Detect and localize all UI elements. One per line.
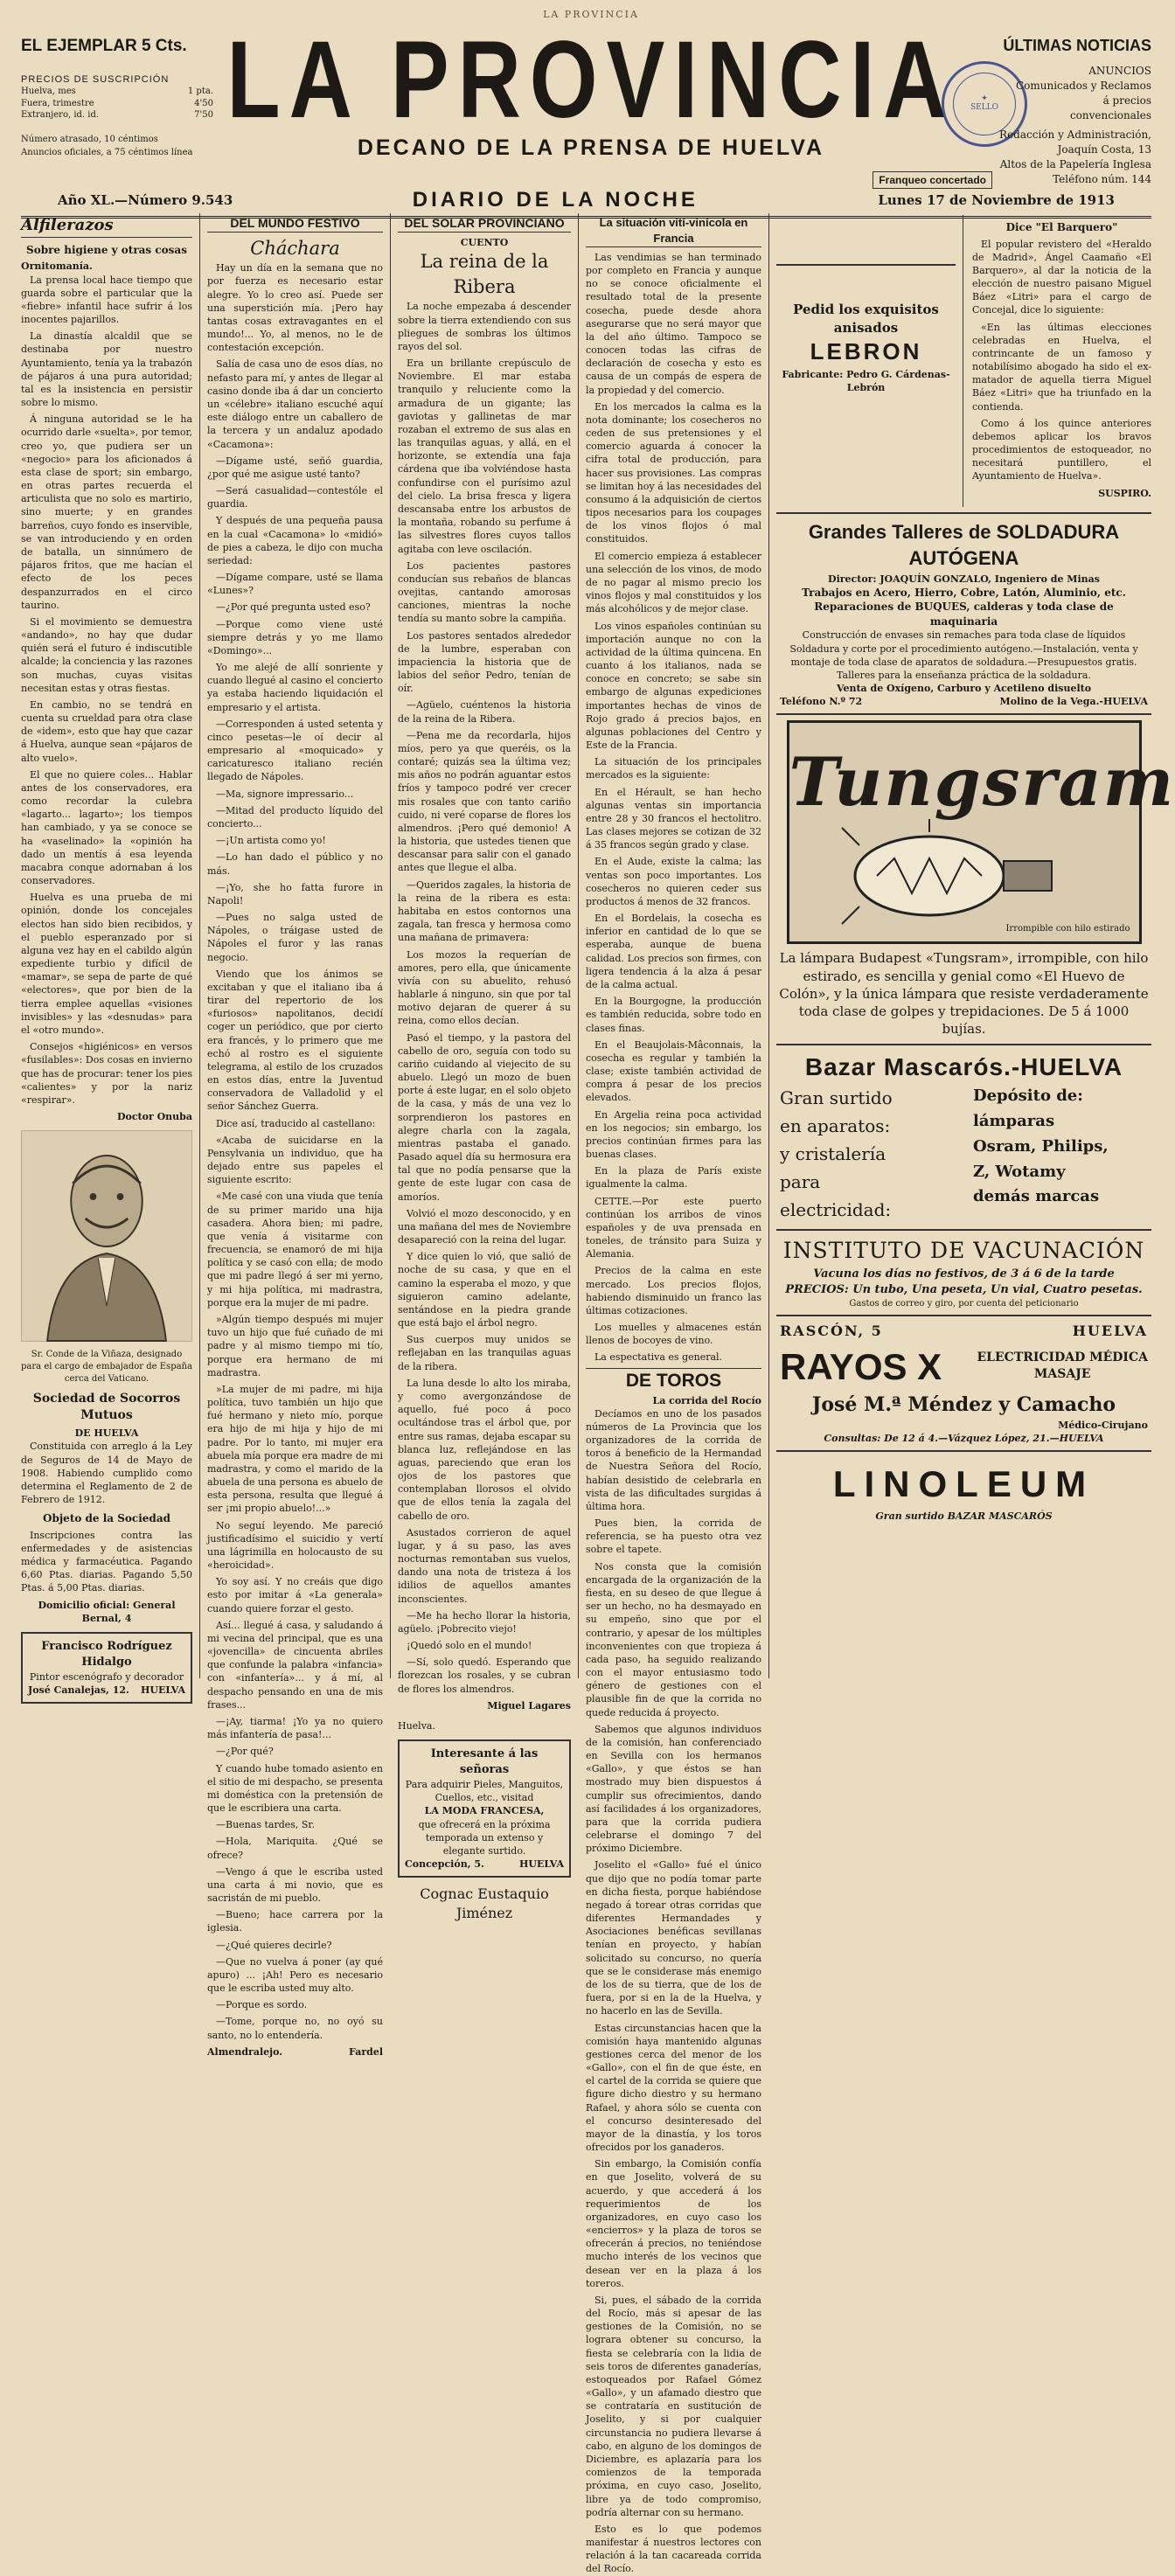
tungsram-ad-image bbox=[787, 720, 1175, 944]
talleres-location: Molino de la Vega.-HUELVA bbox=[999, 696, 1148, 708]
vitivinicola-paragraph: En la Bourgogne, la producción es también reducida, sobre todo en clases finas. bbox=[586, 996, 761, 1034]
rate-row bbox=[21, 86, 213, 98]
subscription-heading: PRECIOS DE SUSCRIPCIÓN bbox=[21, 73, 170, 85]
chachara-paragraph: —Dígame usté, señó guardia, ¿por qué me asigue usté tanto? bbox=[207, 455, 383, 480]
rate-label: Fuera, trimestre bbox=[21, 98, 94, 108]
chachara-paragraph: —Buenas tardes, Sr. bbox=[216, 1819, 315, 1831]
ads-info-line: á precios bbox=[1102, 94, 1151, 107]
chachara-signature: Fardel bbox=[349, 2045, 383, 2058]
talleres-text-3: Soldadura y corte por el procedimiento autógeno.—Instalación, venta y montaje de toda clase de aparatos de soldadura.—Presupuestos gratis. bbox=[789, 642, 1138, 668]
moda-address: Concepción, 5. bbox=[405, 1858, 484, 1871]
chachara-paragraph: »La mujer de mi padre, mi hija política, tuvo también un hijo que fué hermano y nieto mío, porque era hijo de mi hija y hijo de mi padre. Por lo tanto, mi mujer era abuela mía porque era madre de mi madrastra, y como el marido de la abuela de una persona es abuelo de esta persona, resulta que llegué á ser ¡mi propio abuelo!...» bbox=[207, 1383, 383, 1515]
vitivinicola-paragraph: El comercio empieza á establecer una selección de los vinos, de modo de no pagar al mismo precio los vinos flojos y mal constituidos y los más alcohólicos y de mejor clase. bbox=[586, 550, 761, 615]
vitivinicola-paragraph: La situación de los principales mercados es la siguiente: bbox=[586, 756, 761, 781]
instituto-title: INSTITUTO DE VACUNACIÓN bbox=[782, 1238, 1145, 1264]
reina-paragraph: Los pacientes pastores conducían sus rebaños de blancas ovejitas, cantando amorosas canciones, mientras la noche tendía su manto sobre la campiña. bbox=[398, 559, 571, 625]
masthead-left bbox=[21, 35, 213, 159]
reina-paragraph: La luna desde lo alto los miraba, y como avergonzándose de aquello, fué poco á poco ocultándose tras el árbol que, por entre sus ramas, dejaba escapar su blanca luz, reflejándose en las aguas, pareciendo que eran los ojos de los pastores que contemplaban llorosos el olvido que de ellos tenía la zagala del cabello de oro. bbox=[398, 1377, 571, 1522]
moda-title: Interesante á las señoras bbox=[430, 1747, 539, 1777]
masthead-center bbox=[215, 9, 967, 161]
admin-line: Teléfono núm. 144 bbox=[1053, 172, 1151, 185]
chachara-paragraph: —Lo han dado el público y no más. bbox=[207, 851, 383, 877]
reina-title: La reina de la Ribera bbox=[420, 251, 549, 298]
barquero-article bbox=[972, 215, 1151, 507]
doctor-name: José M.ª Méndez y Camacho bbox=[811, 1393, 1116, 1417]
portrait-engraving-icon bbox=[22, 1131, 191, 1341]
chachara-paragraph: —¿Por qué pregunta usted eso? bbox=[216, 601, 371, 614]
reina-paragraph: La noche empezaba á descender sobre la tierra extendiendo con sus pliegues de sombras los últimos rayos del sol. bbox=[398, 301, 571, 352]
rate-label: Extranjero, id. id. bbox=[21, 110, 100, 121]
reina-paragraph: —Pena me da recordarla, hijos míos, pero ya que queréis, os la contaré; quizás sea la última vez; mis años no podrán aguantar estos fríos y tampoco podré ver crecer mis rosales que con tanto cariño cuido, ni veré coparse de flores los almendros. ¡Pero qué demonio! A la historia, que ustedes tienen que descansar para salir con el ganado antes que llegue el alba. bbox=[398, 729, 571, 874]
barquero-signature: SUSPIRO. bbox=[1098, 487, 1151, 499]
moda-shop: LA MODA FRANCESA, bbox=[424, 1805, 545, 1817]
chachara-title: Cháchara bbox=[250, 238, 340, 260]
alfilerazos-signature: Doctor Onuba bbox=[116, 1111, 192, 1123]
tailor-role: Pintor escenógrafo y decorador bbox=[29, 1670, 184, 1683]
chachara-paragraph: —Corresponden á usted setenta y cinco pesetas—le oí decir al empresario al «moquicado» y caricaturesco italiano recién llegado de Nápoles. bbox=[207, 718, 383, 783]
soldadura-ad bbox=[776, 512, 1151, 716]
vitivinicola-paragraph: En el Aude, existe la calma; las ventas son poco importantes. Los cosecheros no quieren ceder sus productos á menos de 32 francos. bbox=[586, 856, 761, 907]
chachara-paragraph: Yo me alejé de allí sonriente y cuando llegué al casino el concierto ya estaba haciendo liquidación el empresario y el artista. bbox=[207, 662, 383, 713]
cuento-kicker: CUENTO bbox=[460, 237, 509, 249]
chachara-place: Almendralejo. bbox=[207, 2045, 283, 2058]
reina-paragraph: ¡Quedó solo en el mundo! bbox=[407, 1640, 532, 1652]
vitivinicola-paragraph: En Argelia reina poca actividad en los negocios; sin embargo, los precios continúan firmes para las buenas clases. bbox=[586, 1108, 761, 1161]
toros-title: DE TOROS bbox=[586, 1368, 761, 1394]
masaje-label: MASAJE bbox=[1033, 1367, 1091, 1382]
vitivinicola-paragraph: Los muelles y almacenes están llenos de bocoyes de vino. bbox=[586, 1322, 761, 1347]
bazar-right-item: Osram, Philips, bbox=[973, 1136, 1109, 1156]
toros-body bbox=[586, 1407, 761, 2576]
reina-paragraph: —Me ha hecho llorar la historia, agüelo. ¡Pobrecito viejo! bbox=[398, 1609, 571, 1635]
tailor-ad bbox=[21, 1632, 192, 1704]
society-city: DE HUELVA bbox=[74, 1427, 139, 1440]
vitivinicola-paragraph: En el Bordelais, la cosecha es inferior en cantidad de lo que se esperaba, aunque de buena calidad. Los precios son firmes, con ligera tendencia á la alza á pesar de la calma actual. bbox=[586, 913, 761, 990]
bazar-right-item: Z, Wotamy bbox=[973, 1162, 1066, 1181]
paper-title: LA PROVINCIA bbox=[226, 18, 956, 142]
chachara-paragraph: —Vengo á que le escriba usted una carta á mi novio, que es sacristán de mi pueblo. bbox=[207, 1865, 383, 1905]
admin-line: Redacción y Administración, bbox=[999, 128, 1151, 142]
barquero-heading: Dice "El Barquero" bbox=[1005, 221, 1118, 233]
chachara-paragraph: —Bueno; hace carrera por la iglesia. bbox=[207, 1909, 383, 1934]
lebron-area bbox=[776, 215, 963, 507]
chachara-paragraph: Salía de casa uno de esos días, no nefasto para mí, y antes de llegar al casino donde iba á dar un concierto un «célebre» italiano escuché aquí este diálogo entre un caballero de la tercera y un andaluz apodado «Cacamona»: bbox=[207, 358, 383, 450]
alfilerazos-body bbox=[21, 274, 192, 1107]
toros-paragraph: Nos consta que la comisión encargada de la organización de la fiesta, en su deseo de que llegue á ser un hecho, no ha desmayado en su empeño, sino que por el contrario, y apesar de los múltiples inconvenientes con que tropieza á cada paso, ha seguido realizando con el mayor entusiasmo todo género de gestiones con el plausible fin de que la corrida no quede reducida á proyecto. bbox=[586, 1560, 761, 1718]
tungsram-text: La lámpara Budapest «Tungsram», irrompible, con hilo estirado, es sencilla y genial como «El Huevo de Colón», y la única lámpara que resiste verdaderamente toda clase de golpes y trepidaciones. De 5 á 1000 bujías. bbox=[776, 949, 1151, 1045]
tailor-address: José Canalejas, 12. bbox=[28, 1684, 129, 1697]
reina-paragraph: Era un brillante crepúsculo de Noviembre. El mar estaba tranquilo y reluciente como la armadura de un gigante; las gaviotas y gallinetas de mar rozaban el extremo de sus alas en las tranquilas aguas, y allá, en el horizonte, se extendía una faja cárdena que iba volviéndose hasta confundirse con el purísimo azul del cielo. La brisa fresca y ligera descansaba entre los arbustos de la montaña, robando su perfume á las silvestres flores cuyos tallos agitaba con leve oscilación. bbox=[398, 358, 571, 555]
column-4 bbox=[579, 213, 769, 2575]
back-issue-note: Número atrasado, 10 céntimos bbox=[21, 134, 158, 144]
alfilerazos-paragraph: Si el movimiento se demuestra «andando», no hay que dudar quién será el futuro é indiscutible alcalde; la conciencia y las razones son muchas, cuyas visitas necesitan estas y otras fiestas. bbox=[21, 615, 192, 694]
rayos-x-ad bbox=[776, 1316, 1151, 1452]
reina-signature: Miguel Lagares bbox=[487, 1699, 571, 1712]
toros-paragraph: Joselito el «Gallo» fué el único que dijo que no podía tomar parte en dicha fiesta, porque habiéndose negado á torear otras corridas que diferentes Hermandades y Asociaciones benéficas sevillanas tenían en proyecto, y habían solicitado su concurso, no quería que se le considerase más enemigo de los de su tierra, que de los de fuera, por si en la de la Huelva, y no hacerlo en las de Sevilla. bbox=[586, 1859, 761, 2017]
ads-info-line: Comunicados y Reclamos bbox=[1015, 79, 1151, 92]
alfilerazos-paragraph: Á ninguna autoridad se le ha ocurrido darle «suelta», por temor, creo yo, que pudiera ser un «negocio» para los aficionados á esta clase de sport; sin embargo, en otras partes recuerda el articulista que no solo es martirio, sino muerte; y en grandes barreños, cuyo fondo es inservible, se van introduciendo y en orden de batalla, un sinnúmero de pájaros fritos, que me hacían el efecto de los peces despanzurrados en el circo taurino. bbox=[21, 413, 192, 611]
edition-label: DIARIO DE LA NOCHE bbox=[412, 188, 699, 212]
vitivinicola-paragraph: Los vinos españoles continúan su importación aunque no con la actividad de la última quincena. En cuanto á los italianos, nada se conoce en concreto; se sabe sin embargo de algunas expediciones importantes hechas de vinos de Rojo grado á precios bajos, en algunas poblaciones del Centro y Este de la Francia. bbox=[586, 620, 761, 752]
portrait-caption: Sr. Conde de la Viñaza, designado para el cargo de embajador de España cerca del Vaticano. bbox=[21, 1350, 192, 1384]
franqueo-box: Franqueo concertado bbox=[873, 171, 992, 189]
linoleum-title: LINOLEUM bbox=[832, 1463, 1095, 1505]
doctor-hours: Consultas: De 12 á 4.—Vázquez López, 21.—HUELVA bbox=[824, 1432, 1104, 1444]
barquero-paragraph: El popular revistero del «Heraldo de Madrid», Ángel Caamaño «El Barquero», al dar la noticia de la elección de nuestro paisano Miguel Báez «Litri» para el cargo de Concejal, dice lo siguiente: bbox=[972, 238, 1151, 316]
talleres-phone: Teléfono N.º 72 bbox=[780, 696, 863, 708]
reina-paragraph: —Sí, solo quedó. Esperando que florezcan los rosales, y se cubran de flores los almendros. bbox=[398, 1656, 571, 1695]
lebron-maker: Fabricante: Pedro G. Cárdenas-Lebrón bbox=[782, 369, 950, 394]
alfilerazos-paragraph: La dinastía alcaldil que se destinaba por nuestro Ayuntamiento, tenía ya la trabazón de pájaros á una pura autoridad; tal es la insistencia en persistir sobre lo mismo. bbox=[21, 330, 192, 409]
rayos-city: HUELVA bbox=[1072, 1323, 1148, 1340]
chachara-paragraph: Viendo que los ánimos se excitaban y que el italiano iba á tirar del repertorio de los «furiosos» napolitanos, decidí coger un periódico, que por cierto era francés, y lo primero que me echó al rostro es el siguiente telegrama, al estilo de los cruzados en estos días, entre la Juventud conservadora de Valladolid y el señor Sánchez Guerra. bbox=[207, 968, 383, 1113]
ads-info-line: convencionales bbox=[1069, 108, 1151, 122]
chachara-paragraph: —Ma, signore impressario... bbox=[216, 788, 354, 800]
chachara-paragraph: Y cuando hube tomado asiento en el sitio de mi despacho, se presenta mi doméstica con la pretensión de que le escribiera una carta. bbox=[207, 1762, 383, 1815]
bazar-right-item: demás marcas bbox=[973, 1187, 1100, 1206]
vacuna-prices: PRECIOS: Un tubo, Una peseta, Un vial, Cuatro pesetas. bbox=[785, 1282, 1143, 1296]
chachara-paragraph: —Dígame compare, usté se llama «Lunes»? bbox=[207, 572, 383, 597]
solar-provinciano-section: DEL SOLAR PROVINCIANO bbox=[398, 215, 571, 233]
alfilerazos-lead: Ornitomanía. bbox=[21, 260, 93, 273]
bazar-left-list bbox=[780, 1084, 972, 1224]
reina-body bbox=[398, 300, 571, 1695]
vitivinicola-paragraph: En el Hérault, se han hecho algunas ventas sin importancia entre 28 y 30 francos el hectolitro. Las clases mejores se cotizan de 32 á 35 francos según grado y clase. bbox=[586, 786, 761, 851]
ads-info-line: ANUNCIOS bbox=[1088, 65, 1151, 78]
chachara-paragraph: —Será casualidad—contestóle el guardia. bbox=[207, 485, 383, 510]
toros-paragraph: Pues bien, la corrida de referencia, se ha puesto otra vez sobre el tapete. bbox=[586, 1517, 761, 1556]
column-5 bbox=[769, 213, 1175, 1678]
masthead bbox=[14, 9, 1158, 212]
subscription-rates bbox=[21, 86, 213, 122]
vitivinicola-paragraph: En los mercados la calma es la nota dominante; los cosecheros no ceden de sus pretensiones y el comercio aguarda á conocer la cifra total de producción, para hacer sus provisiones. Las compras se limitan hoy á las necesidades del consumo á la adquisición de ciertos tipos necesarios para los coupages de los vinos flojos ó mal constituidos. bbox=[586, 400, 761, 545]
bazar-title: Bazar Mascarós.-HUELVA bbox=[804, 1052, 1123, 1080]
portrait-image bbox=[21, 1130, 192, 1342]
reina-paragraph: Y dice quien lo vió, que salió de noche de su casa, y que en el camino la esperaba el mozo, y que siguieron camino adelante, sentándose en la piedra grande que está bajo el árbol negro. bbox=[398, 1251, 571, 1330]
object-text: Inscripciones contra las enfermedades y de asistencias médica y farmacéutica. Pagando 6,60 Ptas. diarias. Pagando 5,50 Ptas. á 5,00 Ptas. diarias. bbox=[21, 1529, 192, 1594]
toros-paragraph: Esto es lo que podemos manifestar á nuestros lectores con relación á la tan cacareada corrida del Rocío. bbox=[586, 2523, 761, 2575]
chachara-paragraph: —Mitad del producto líquido del concierto... bbox=[207, 804, 383, 830]
chachara-paragraph: No seguí leyendo. Me pareció justificadísimo el suicidio y vertí una lágrimilla en holocausto de su «heroicidad». bbox=[207, 1519, 383, 1572]
toros-paragraph: Sin embargo, la Comisión confía en que Joselito, volverá de su acuerdo, y que accederá á los requerimientos de los organizadores, en cuyo caso los «encierros» y la plaza de toros se ofrecerán á precios, no teniéndose mucho interés de los vecinos que desean ver en la plaza á los toreros. bbox=[586, 2158, 761, 2289]
vacuna-hours: Vacuna los días no festivos, de 3 á 6 de la tarde bbox=[813, 1267, 1115, 1281]
rayos-address: RASCÓN, 5 bbox=[780, 1323, 883, 1340]
issue-price: EL EJEMPLAR 5 Cts. bbox=[21, 37, 187, 55]
chachara-paragraph: —¡Ay, tiarma! ¡Yo ya no quiero más infantería de pasa!... bbox=[207, 1715, 383, 1741]
talleres-director: Director: JOAQUÍN GONZALO, Ingeniero de Minas bbox=[828, 573, 1100, 585]
chachara-paragraph: —Tome, porque no, no oyó su santo, no lo entendería. bbox=[207, 2016, 383, 2041]
chachara-paragraph: —Porque es sordo. bbox=[216, 1999, 308, 2011]
object-heading: Objeto de la Sociedad bbox=[43, 1512, 170, 1525]
reina-paragraph: Pasó el tiempo, y la pastora del cabello de oro, seguía con todo su cariño cuidando al viejecito de su abuelo. Llegó un mozo de buen porte á este lugar, en el solo objeto de la casa, y más de una vez lo sorprendieron los pastores en alegre charla con la zagala, mientras pastaba el ganado. Pasado aquel día su hermosura era tal que no podía pensarse que la gente de este lugar con casa de amoríos. bbox=[398, 1031, 571, 1203]
vitivinicola-paragraph: La espectativa es general. bbox=[594, 1351, 723, 1364]
rayos-title: RAYOS X bbox=[780, 1345, 942, 1387]
admin-info bbox=[959, 128, 1151, 186]
vitivinicola-paragraph: En el Beaujolais-Mâconnais, la cosecha es regular y también la clase; existe también actividad de compra á pesar de los precios elevados. bbox=[586, 1038, 761, 1104]
barquero-body bbox=[972, 238, 1151, 483]
issue-bar bbox=[14, 188, 1158, 212]
bazar-left-item: en aparatos: bbox=[780, 1115, 891, 1137]
barquero-paragraph: Como á los quince anteriores debemos aplicar los bravos procedimientos de estoqueador, no necesitará puntillero, el Ayuntamiento de Huelva». bbox=[972, 417, 1151, 483]
alfilerazos-paragraph: Consejos «higiénicos» en versos «fusilables»: Dos cosas en invierno que has de procurar: tener los pies «calientes» y por la nariz «respirar». bbox=[21, 1041, 192, 1106]
chachara-paragraph: Y después de una pequeña pausa en la cual «Cacamona» lo «midió» de pies a cabeza, le dijo con mucha seriedad: bbox=[207, 515, 383, 566]
moda-text-2: que ofrecerá en la próxima temporada un extenso y elegante surtido. bbox=[418, 1818, 551, 1857]
rate-row bbox=[21, 109, 213, 122]
talleres-text: Trabajos en Acero, Hierro, Cobre, Latón, Aluminio, etc. Reparaciones de BUQUES, calderas y toda clase de maquinaria bbox=[802, 586, 1126, 628]
year-number: Año XL.—Número 9.543 bbox=[58, 192, 233, 208]
ads-info bbox=[959, 64, 1151, 122]
latest-news-label: ÚLTIMAS NOTICIAS bbox=[1003, 37, 1151, 54]
alfilerazos-paragraph: La prensa local hace tiempo que guarda sobre el particular que la «fiebre» infantil hace sufrir á los inocentes pajarillos. bbox=[21, 274, 192, 326]
talleres-text-2: Construcción de envases sin remaches para toda clase de líquidos bbox=[802, 629, 1126, 642]
chachara-paragraph: —¿Qué quieres decirle? bbox=[216, 1939, 332, 1951]
lebron-pre: Pedid los exquisitos anisados bbox=[793, 302, 939, 336]
talleres-title: Grandes Talleres de SOLDADURA AUTÓGENA bbox=[808, 520, 1120, 570]
alfilerazos-title: Alfilerazos bbox=[21, 215, 192, 238]
chachara-paragraph: —¿Por qué? bbox=[216, 1746, 274, 1758]
library-stamp-icon: ✦ SELLO bbox=[942, 61, 1027, 147]
bazar-right-list bbox=[973, 1084, 1148, 1210]
bazar-ad bbox=[776, 1045, 1151, 1232]
chachara-paragraph: Hay un día en la semana que no por fuerza es necesario estar alegre. Yo lo creo así. Puede ser una superstición mía. ¡Pero hay tantas cosas extravagantes en el mundo!... Yo, al menos, no le de contestación excepción. bbox=[207, 262, 383, 354]
toros-paragraph: Si, pues, el sábado de la corrida del Rocío, más si apesar de las gestiones de la Comisión, no se lograra obtener su concurso, la fiesta se celebraría con la lidia de seis toros de diferentes ganaderías, estoqueados por Rafael Gómez «Gallo», y un afamado diestro que se contrataría en sustitución de Joselito, y si por cualquier circunstancia no pudiera llevarse á cabo, en alguno de los domingos de Diciembre, es aplazaría para los comienzos de la temporada próxima, en cuyo caso, Joselito, libre ya de todo compromiso, podría alternar con su hermano. bbox=[586, 2294, 761, 2518]
chachara-paragraph: —Pues no salga usted de Nápoles, o tráigase usted de Nápoles el furor y las ranas negocio. bbox=[207, 912, 383, 963]
cognac-ad: Cognac Eustaquio Jiménez bbox=[420, 1885, 549, 1922]
vitivinicola-body bbox=[586, 251, 761, 1364]
rate-value: 4'50 bbox=[194, 98, 213, 108]
doctor-role: Médico-Cirujano bbox=[1058, 1419, 1148, 1431]
society-text: Constituida con arreglo á la Ley de Seguros de 14 de Mayo de 1908. Habiendo cumplido como determina el Reglamento de 2 de Febrero de 1912. bbox=[21, 1441, 192, 1506]
moda-city: HUELVA bbox=[518, 1858, 564, 1871]
chachara-paragraph: «Me casé con una viuda que tenía de su primer marido una hija casadera. Ahora bien; mi padre, que venía á visitarme con frecuencia, se enamoró de mi hija política y se casó con ella; de modo que mi padre llegó á ser mi yerno, y mi hija política, mi madrastra, porque era la mujer de mi padre. bbox=[207, 1191, 383, 1309]
vitivinicola-paragraph: Precios de la calma en este mercado. Los precios flojos, habiendo disminuido un franco las últimas cotizaciones. bbox=[586, 1265, 761, 1316]
vitivinicola-title: La situación vití-vinícola en Francia bbox=[586, 215, 761, 247]
chachara-paragraph: Dice así, traducido al castellano: bbox=[216, 1117, 376, 1129]
alfilerazos-paragraph: Huelva es una prueba de mi opinión, donde los concejales electos han sido bien recibidos, y el pueblo esperanzado por si alguna vez hay en el cabildo algún expediente turbio y difícil de «mamar», se sepa de parte de qué «electores», que por bien de la tierra emplee aquellas «visiones invisibles» y las «desnudas» para el «otro mundo». bbox=[21, 892, 192, 1036]
society-address: Domicilio oficial: General Bernal, 4 bbox=[38, 1599, 176, 1624]
alfilerazos-paragraph: En cambio, no se tendrá en cuenta su crueldad para otra clase de «idem», esto que hay que cazar á Huelva, aunque sean «pájaros de alto vuelo». bbox=[21, 698, 192, 764]
column-1 bbox=[14, 213, 200, 1697]
light-bulb-icon bbox=[824, 819, 1104, 933]
vacuna-postage: Gastos de correo y giro, por cuenta del peticionario bbox=[849, 1298, 1079, 1309]
reina-paragraph: —Agüelo, cuéntenos la historia de la reina de la Ribera. bbox=[398, 699, 571, 725]
chachara-paragraph: «Acaba de suicidarse en la Pensylvania un individuo, que ha dejado entre sus papeles el siguiente escrito: bbox=[207, 1134, 383, 1186]
vitivinicola-paragraph: CETTE.—Por este puerto continúan los arribos de vinos españoles y de uva prensada en toneles, de tránsito para Suiza y Alemania. bbox=[586, 1195, 761, 1260]
chachara-paragraph: »Algún tiempo después mi mujer tuvo un hijo que fué cuñado de mi padre y al mismo tiempo mi tío, porque era hermano de mi madrastra. bbox=[207, 1314, 383, 1378]
top-strip: LA PROVINCIA bbox=[543, 9, 639, 20]
reina-paragraph: Sus cuerpos muy unidos se reflejaban en las tranquilas aguas de la ribera. bbox=[398, 1334, 571, 1372]
empty-box bbox=[776, 215, 956, 266]
rate-label: Huelva, mes bbox=[21, 87, 76, 97]
tagline: DECANO DE LA PRENSA DE HUELVA bbox=[357, 135, 825, 160]
bazar-left-item: electricidad: bbox=[780, 1199, 892, 1221]
rate-value: 1 pta. bbox=[187, 87, 213, 97]
chachara-paragraph: —Hola, Mariquita. ¿Qué se ofrece? bbox=[207, 1836, 383, 1861]
oxigeno-line: Venta de Oxígeno, Carburo y Acetileno disuelto bbox=[836, 683, 1092, 695]
tailor-city: HUELVA bbox=[140, 1684, 185, 1697]
column-2 bbox=[200, 213, 391, 2058]
chachara-paragraph: —Porque como viene usté siempre detrás y yo me llamo «Domingo»... bbox=[207, 618, 383, 656]
toros-paragraph: Decíamos en uno de los pasados números de La Provincia que los organizadores de la corrida de toros á beneficio de la Hermandad de Nuestra Señora del Rocío, habían desistido de celebrarla en vista de las dificultades surgidas á última hora. bbox=[586, 1407, 761, 1512]
chachara-paragraph: —¡Yo, she ho fatta furore in Napoli! bbox=[207, 881, 383, 906]
masthead-right bbox=[959, 35, 1151, 187]
reina-paragraph: Los mozos la requerían de amores, pero ella, que únicamente vivía con su abuelito, rehusó hablarle á ninguno, sin que por tal motivo dejaran de querer á su reina, como ellos decían. bbox=[398, 948, 571, 1027]
moda-francesa-ad bbox=[398, 1739, 571, 1878]
alfilerazos-heading: Sobre higiene y otras cosas bbox=[26, 243, 187, 256]
talleres-text-4: Talleres para la enseñanza práctica de la soldadura. bbox=[837, 669, 1091, 681]
vacunacion-ad bbox=[776, 1231, 1151, 1316]
reina-paragraph: —Queridos zagales, la historia de la reina de la ribera es esta: habitaba en estos contornos una zagala, tan fresca y hermosa como una mañana de primavera: bbox=[398, 878, 571, 944]
reina-paragraph: Asustados corrieron de aquel lugar, y á su paso, las aves nocturnas remontaban sus vuelos, dando una nota de tristeza á los idilios de aquellos amantes inconscientes. bbox=[398, 1526, 571, 1605]
issue-date: Lunes 17 de Noviembre de 1913 bbox=[878, 192, 1115, 208]
rate-value: 7'50 bbox=[194, 110, 213, 121]
tungsram-brand: Tungsram bbox=[789, 743, 1175, 822]
column-3 bbox=[391, 213, 579, 1922]
tungsram-small: Irrompible con hilo estirado bbox=[1005, 923, 1130, 934]
tailor-name: Francisco Rodríguez Hidalgo bbox=[41, 1640, 172, 1669]
toros-paragraph: Estas circunstancias hacen que la comisión haya mantenido algunas gestiones cerca del menor de los «Gallo», con el fin de que éste, en el cartel de la corrida se quiere que figure dicho diestro y su hermano Rafael, y ahora sólo se cuenta con el concurso desinteresado del mayor de la dinastía, y los toros ofrecidos por los ganaderos. bbox=[586, 2022, 761, 2154]
alfilerazos-paragraph: El que no quiere coles... Hablar antes de los conservadores, era como recordar la culebra «lagarto... lagarto»; los tiempos han cambiado, y ya se conoce se ha «vaselinado» la «opinión ha dado un mentís á esa leyenda macabra conque adornaban á los conservadores. bbox=[21, 768, 192, 887]
bazar-right-item: Depósito de: bbox=[973, 1087, 1083, 1106]
linoleum-ad bbox=[776, 1452, 1151, 1523]
bazar-left-item: y cristalería bbox=[780, 1143, 886, 1165]
barquero-paragraph: «En las últimas elecciones celebradas en Huelva, el contrincante de un famoso y notabilísimo abogado ha sido el ex-matador de aquella tierra Miguel Báez «Litri» que ha triunfado en la contienda. bbox=[972, 321, 1151, 413]
lebron-brand: LEBRON bbox=[810, 338, 922, 365]
electricidad-medica: ELECTRICIDAD MÉDICA bbox=[977, 1350, 1148, 1365]
chachara-body bbox=[207, 261, 383, 2041]
admin-line: Altos de la Papelería Inglesa bbox=[999, 157, 1151, 170]
linoleum-sub: Gran surtido BAZAR MASCARÓS bbox=[875, 1510, 1053, 1523]
society-title: Sociedad de Socorros Mutuos bbox=[32, 1391, 181, 1422]
columns bbox=[14, 213, 1175, 2575]
toros-paragraph: Sabemos que algunos individuos de la comisión, han conferenciado en Sevilla con los hermanos «Gallo», y que éstos se han mostrado muy bien dispuestos á cumplir sus ofrecimientos, dando así facilidades á los organizadores, para que la corrida pudiera celebrarse el domingo 7 del próximo Diciembre. bbox=[586, 1723, 761, 1855]
vitivinicola-paragraph: En la plaza de París existe igualmente la calma. bbox=[586, 1165, 761, 1191]
bazar-right-item: lámparas bbox=[973, 1112, 1055, 1131]
official-ads-note: Anuncios oficiales, a 75 céntimos línea bbox=[21, 148, 193, 158]
admin-line: Joaquín Costa, 13 bbox=[1057, 143, 1151, 156]
chachara-paragraph: Yo soy así. Y no creáis que digo esto por imitar á «La generala» cuando quiere forzar el gesto. bbox=[207, 1576, 383, 1614]
chachara-paragraph: —¡Un artista como yo! bbox=[216, 835, 326, 847]
toros-subtitle: La corrida del Rocío bbox=[652, 1394, 761, 1406]
reina-place: Huelva. bbox=[398, 1719, 435, 1732]
mundo-festivo-section: DEL MUNDO FESTIVO bbox=[207, 215, 383, 233]
chachara-paragraph: Así... llegué á casa, y saludando á mi vecina del principal, que es una «jovencilla» de cincuenta abriles que confunde la palabra «infancia» con «infantería»... y á mí, al despacho pensando en una de mis frases... bbox=[207, 1619, 383, 1711]
reina-paragraph: Volvió el mozo desconocido, y en una mañana del mes de Noviembre desapareció con la reina del lugar. bbox=[398, 1207, 571, 1246]
rate-row bbox=[21, 98, 213, 110]
moda-text: Para adquirir Pieles, Manguitos, Cuellos, etc., visitad bbox=[405, 1779, 564, 1804]
bazar-left-item: Gran surtido bbox=[780, 1087, 893, 1109]
vitivinicola-paragraph: Las vendimias se han terminado por completo en Francia y aunque no se conoce oficialmente el resultado total de la presente cosecha, puede desde ahora asegurarse que no será mayor que la del año último. Tampoco se conocen todas las cifras de declaración de cosecha y esto es causa de un compás de espera de la propiedad y del comercio. bbox=[586, 251, 761, 396]
chachara-paragraph: —Que no vuelva á poner (ay qué apuro) ... ¡Ah! Pero es necesario que le escriba usted muy alto. bbox=[207, 1955, 383, 1995]
bazar-left-item: para bbox=[780, 1171, 821, 1193]
reina-paragraph: Los pastores sentados alrededor de la lumbre, esperaban con impaciencia la historia que de labios del señor Pedro, tenían de oír. bbox=[398, 629, 571, 695]
